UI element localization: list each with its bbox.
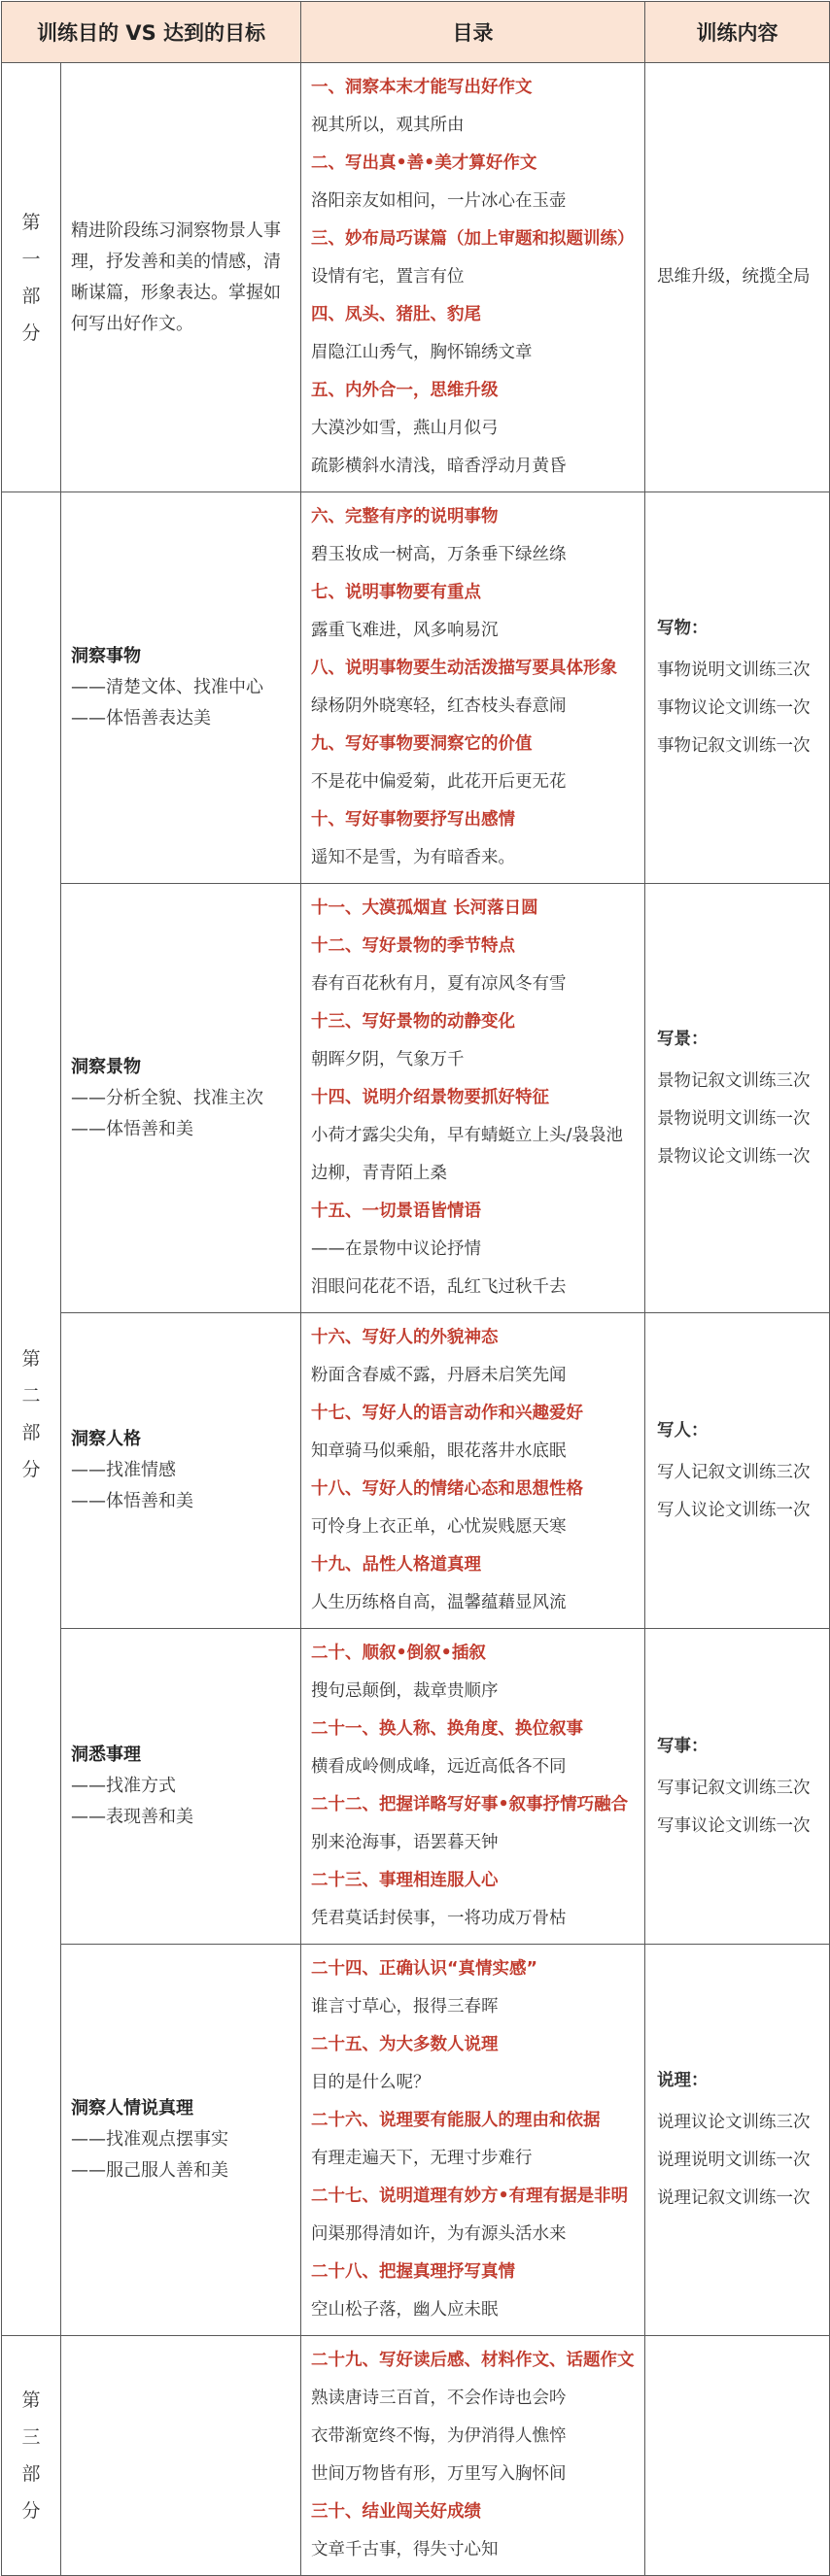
chapter-heading: 二十六、说理要有能服人的理由和依据 xyxy=(311,2111,601,2130)
chapter-heading: 二十二、把握详略写好事•叙事抒情巧融合 xyxy=(311,1795,629,1814)
goal-cell xyxy=(61,884,301,1313)
content-cell xyxy=(645,884,830,1313)
part-label-char: 二 xyxy=(21,1384,41,1407)
table-row xyxy=(2,2336,830,2576)
chapter-heading: 十七、写好人的语言动作和兴趣爱好 xyxy=(311,1404,583,1423)
part-label-char: 第 xyxy=(21,2390,41,2411)
content-item: 说理记叙文训练一次 xyxy=(657,2188,811,2208)
goal-line: ——体悟善和美 xyxy=(71,1491,193,1511)
goal-title: 洞察事物 xyxy=(71,646,141,666)
chapter-quote: 搜句忌颠倒，裁章贵顺序 xyxy=(311,1681,499,1701)
goal-line: ——分析全貌、找准主次 xyxy=(71,1087,263,1108)
chapter-quote: 凭君莫话封侯事，一将功成万骨枯 xyxy=(311,1909,567,1928)
directory-cell xyxy=(301,492,645,884)
chapter-heading: 二十七、说明道理有妙方•有理有据是非明 xyxy=(311,2186,629,2206)
chapter-quote: 有理走遍天下，无理寸步难行 xyxy=(311,2149,533,2168)
chapter-quote: 绿杨阴外晓寒轻，红杏枝头春意闹 xyxy=(311,696,567,716)
goal-title: 洞察人格 xyxy=(71,1429,141,1449)
chapter-quote: ——在景物中议论抒情 xyxy=(311,1239,481,1259)
chapter-heading: 六、完整有序的说明事物 xyxy=(311,507,499,526)
part-label xyxy=(2,492,61,2336)
chapter-heading: 十四、说明介绍景物要抓好特征 xyxy=(311,1088,549,1107)
content-cell xyxy=(645,492,830,884)
chapter-quote: 洛阳亲友如相问，一片冰心在玉壶 xyxy=(311,191,567,211)
chapter-heading: 一、洞察本末才能写出好作文 xyxy=(311,78,533,97)
chapter-heading: 九、写好事物要洞察它的价值 xyxy=(311,734,533,754)
content-item: 思维升级，统揽全局 xyxy=(657,267,811,287)
chapter-heading: 十八、写好人的情绪心态和思想性格 xyxy=(311,1479,583,1499)
content-item: 景物说明文训练一次 xyxy=(657,1108,811,1129)
table-row xyxy=(2,1945,830,2336)
goal-line: ——找准方式 xyxy=(71,1776,176,1796)
chapter-quote: 设情有宅，置言有位 xyxy=(311,267,465,287)
chapter-heading: 二十八、把握真理抒写真情 xyxy=(311,2262,515,2282)
goal-line: ——体悟善和美 xyxy=(71,1118,193,1139)
chapter-heading: 二十、顺叙•倒叙•插叙 xyxy=(311,1644,486,1663)
content-item: 事物记叙文训练一次 xyxy=(657,736,811,756)
chapter-heading: 二十三、事理相连服人心 xyxy=(311,1871,499,1890)
part-label-char: 三 xyxy=(21,2426,41,2448)
content-item: 事物说明文训练三次 xyxy=(657,661,811,680)
part-label-char: 分 xyxy=(21,322,41,344)
content-item: 写人议论文训练一次 xyxy=(657,1500,811,1520)
part-label-char: 第 xyxy=(21,211,41,233)
chapter-quote: 边柳，青青陌上桑 xyxy=(311,1164,447,1183)
chapter-heading: 二十一、换人称、换角度、换位叙事 xyxy=(311,1719,583,1739)
chapter-quote: 谁言寸草心，报得三春晖 xyxy=(311,1997,499,2017)
chapter-heading: 三十、结业闯关好成绩 xyxy=(311,2502,481,2522)
chapter-quote: 世间万物皆有形，万里写入胸怀间 xyxy=(311,2464,567,2484)
chapter-quote: 朝晖夕阴，气象万千 xyxy=(311,1050,465,1069)
chapter-quote: 人生历练格自高，温馨蕴藉显风流 xyxy=(311,1593,567,1612)
goal-cell xyxy=(61,2336,301,2576)
content-item: 景物议论文训练一次 xyxy=(657,1146,811,1167)
directory-cell xyxy=(301,1629,645,1945)
chapter-quote: 小荷才露尖尖角，早有蜻蜓立上头/袅袅池 xyxy=(311,1126,623,1145)
table-row xyxy=(2,492,830,884)
chapter-quote: 遥知不是雪，为有暗香来。 xyxy=(311,848,515,867)
goal-line: ——找准观点摆事实 xyxy=(71,2129,228,2150)
chapter-quote: 横看成岭侧成峰，远近高低各不同 xyxy=(311,1757,567,1777)
chapter-quote: 疏影横斜水清浅，暗香浮动月黄昏 xyxy=(311,457,567,476)
content-title: 写景： xyxy=(657,1029,709,1049)
chapter-heading: 十六、写好人的外貌神态 xyxy=(311,1328,499,1347)
chapter-heading: 八、说明事物要生动活泼描写要具体形象 xyxy=(311,659,617,678)
chapter-heading: 二、写出真•善•美才算好作文 xyxy=(311,153,537,173)
goal-cell xyxy=(61,1313,301,1629)
directory-cell xyxy=(301,884,645,1313)
chapter-heading: 十二、写好景物的季节特点 xyxy=(311,936,515,956)
content-item: 景物记叙文训练三次 xyxy=(657,1070,811,1091)
goal-title: 洞悉事理 xyxy=(71,1745,141,1765)
chapter-heading: 七、说明事物要有重点 xyxy=(311,583,481,602)
content-cell xyxy=(645,2336,830,2576)
content-cell xyxy=(645,1313,830,1629)
goal-title: 洞察人情说真理 xyxy=(71,2098,193,2118)
chapter-heading: 二十九、写好读后感、材料作文、话题作文 xyxy=(311,2351,635,2370)
table-row xyxy=(2,63,830,492)
chapter-heading: 二十五、为大多数人说理 xyxy=(311,2035,499,2054)
part-label-char: 第 xyxy=(21,1347,41,1370)
chapter-heading: 十九、品性人格道真理 xyxy=(311,1555,481,1575)
content-item: 写事记叙文训练三次 xyxy=(657,1778,811,1798)
part-label-char: 部 xyxy=(21,1421,41,1443)
chapter-quote: 衣带渐宽终不悔，为伊消得人憔悴 xyxy=(311,2426,567,2446)
goal-line: ——表现善和美 xyxy=(71,1807,193,1827)
chapter-quote: 目的是什么呢？ xyxy=(311,2073,431,2092)
chapter-quote: 知章骑马似乘船，眼花落井水底眠 xyxy=(311,1441,567,1461)
content-title: 写物： xyxy=(657,619,709,638)
chapter-quote: 不是花中偏爱菊，此花开后更无花 xyxy=(311,772,567,792)
chapter-quote: 熟读唐诗三百首，不会作诗也会吟 xyxy=(311,2389,567,2408)
chapter-heading: 二十四、正确认识“真情实感” xyxy=(311,1959,538,1979)
goal-cell xyxy=(61,1945,301,2336)
header-content: 训练内容 xyxy=(645,2,830,63)
content-item: 写人记叙文训练三次 xyxy=(657,1462,811,1482)
goal-line: ——找准情感 xyxy=(71,1460,176,1480)
goal-line: ——体悟善表达美 xyxy=(71,708,211,729)
content-item: 说理说明文训练一次 xyxy=(657,2151,811,2170)
chapter-heading: 十一、大漠孤烟直 长河落日圆 xyxy=(311,898,538,918)
chapter-quote: 可怜身上衣正单，心忧炭贱愿天寒 xyxy=(311,1517,567,1537)
training-table xyxy=(1,1,830,2576)
content-item: 写事议论文训练一次 xyxy=(657,1815,811,1836)
content-cell xyxy=(645,63,830,492)
content-item: 事物议论文训练一次 xyxy=(657,698,811,718)
part-label xyxy=(2,2336,61,2576)
content-title: 说理： xyxy=(657,2071,709,2090)
table-row xyxy=(2,1629,830,1945)
chapter-quote: 空山松子落，幽人应未眠 xyxy=(311,2300,499,2320)
table-row xyxy=(2,1313,830,1629)
content-title: 写人： xyxy=(657,1420,709,1441)
chapter-heading: 五、内外合一，思维升级 xyxy=(311,381,499,400)
chapter-quote: 别来沧海事，语罢暮天钟 xyxy=(311,1833,499,1852)
content-cell xyxy=(645,1945,830,2336)
chapter-quote: 粉面含春威不露，丹唇未启笑先闻 xyxy=(311,1366,567,1385)
goal-line: ——清楚文体、找准中心 xyxy=(71,677,263,697)
goal-line: ——服己服人善和美 xyxy=(71,2160,228,2181)
chapter-heading: 十五、一切景语皆情语 xyxy=(311,1202,481,1221)
chapter-heading: 四、凤头、猪肚、豹尾 xyxy=(311,305,481,324)
chapter-quote: 视其所以，观其所由 xyxy=(311,116,465,135)
header-directory: 目录 xyxy=(301,2,645,63)
directory-cell xyxy=(301,63,645,492)
part-label xyxy=(2,63,61,492)
part-label-char: 部 xyxy=(21,2463,41,2485)
goal-cell xyxy=(61,492,301,884)
goal-line: 精进阶段练习洞察物景人事理，抒发善和美的情感，清晰谋篇，形象表达。掌握如何写出好作文。 xyxy=(71,220,281,334)
header-goal: 训练目的 VS 达到的目标 xyxy=(2,2,301,63)
goal-title: 洞察景物 xyxy=(71,1056,141,1077)
chapter-quote: 春有百花秋有月，夏有凉风冬有雪 xyxy=(311,974,567,994)
directory-cell xyxy=(301,1313,645,1629)
chapter-quote: 碧玉妆成一树高，万条垂下绿丝绦 xyxy=(311,545,567,564)
chapter-quote: 眉隐江山秀气，胸怀锦绣文章 xyxy=(311,343,533,362)
goal-cell xyxy=(61,1629,301,1945)
directory-cell xyxy=(301,2336,645,2576)
chapter-quote: 问渠那得清如许，为有源头活水来 xyxy=(311,2224,567,2244)
content-title: 写事： xyxy=(657,1736,709,1756)
chapter-quote: 文章千古事，得失寸心知 xyxy=(311,2540,499,2559)
part-label-char: 分 xyxy=(21,1458,41,1480)
table-row xyxy=(2,884,830,1313)
chapter-quote: 大漠沙如雪，燕山月似弓 xyxy=(311,419,499,438)
part-label-char: 一 xyxy=(21,248,41,270)
chapter-heading: 十三、写好景物的动静变化 xyxy=(311,1012,515,1032)
chapter-quote: 泪眼问花花不语，乱红飞过秋千去 xyxy=(311,1277,567,1297)
content-item: 说理议论文训练三次 xyxy=(657,2113,811,2132)
goal-cell xyxy=(61,63,301,492)
directory-cell xyxy=(301,1945,645,2336)
chapter-quote: 露重飞难进，风多响易沉 xyxy=(311,621,499,640)
part-label-char: 部 xyxy=(21,285,41,307)
chapter-heading: 三、妙布局巧谋篇（加上审题和拟题训练） xyxy=(311,229,635,249)
content-cell xyxy=(645,1629,830,1945)
chapter-heading: 十、写好事物要抒写出感情 xyxy=(311,810,515,830)
table-header-row xyxy=(2,2,830,63)
part-label-char: 分 xyxy=(21,2500,41,2522)
